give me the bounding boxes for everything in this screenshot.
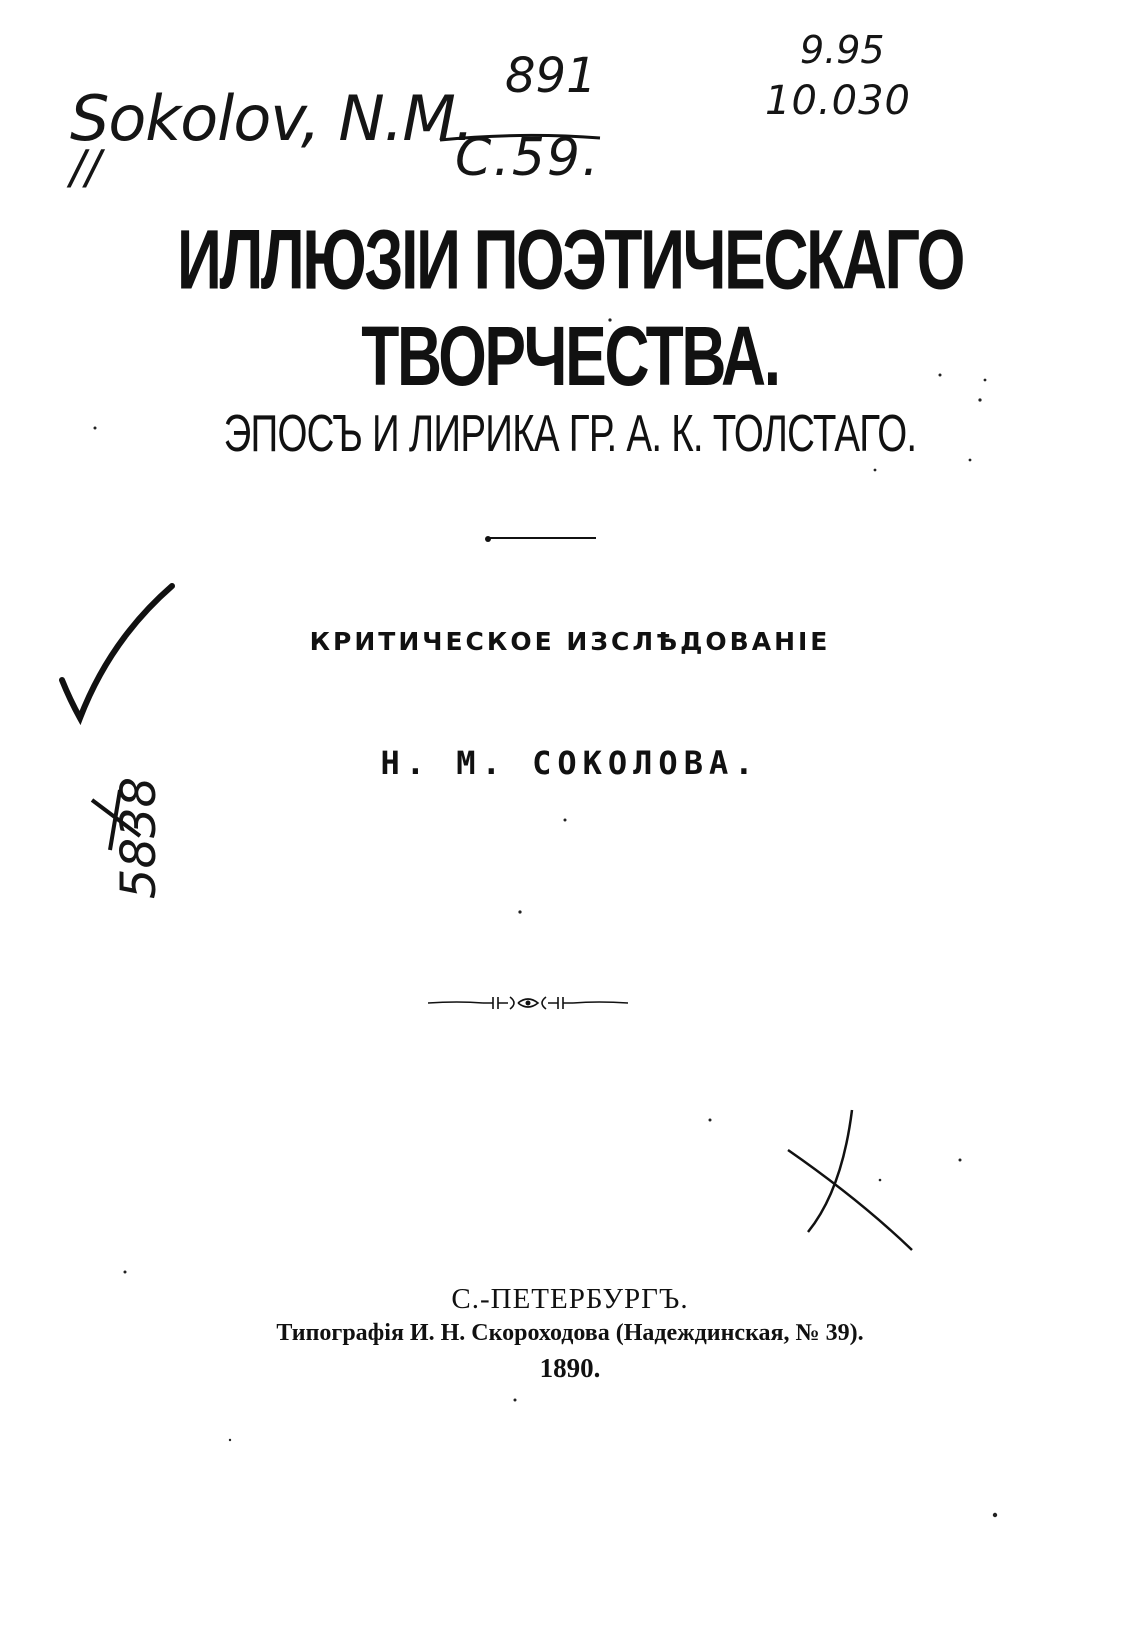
handwritten-top-right-number: 9.95 (800, 28, 885, 72)
imprint-printer: Типографія И. Н. Скороходова (Надеждинская, № 39). (276, 1320, 864, 1346)
genre-line: КРИТИЧЕСКОЕ ИЗСЛѢДОВАНІЕ (309, 627, 831, 656)
handwritten-shelf-number: 10.030 (765, 78, 911, 124)
handwritten-side-number: 5838 (111, 776, 168, 900)
divider-rule (488, 537, 596, 539)
subtitle: ЭПОСЪ И ЛИРИКА ГР. А. К. ТОЛСТАГО. (223, 405, 917, 463)
side-cross-icon (92, 790, 140, 850)
divider-dot (485, 536, 491, 542)
imprint-city: С.-ПЕТЕРБУРГЪ. (451, 1283, 689, 1315)
handwritten-number-891: 891 (505, 48, 597, 104)
handwritten-author-name: Sokolov, N.M. (70, 82, 474, 155)
ornament-divider (428, 990, 628, 1016)
underline-stroke (440, 135, 600, 140)
handwritten-call-mark: C.59. (455, 128, 601, 188)
imprint-year: 1890. (539, 1353, 601, 1383)
author-line: Н. М. СОКОЛОВА. (380, 744, 760, 782)
page-title: ИЛЛЮЗІИ ПОЭТИЧЕСКАГО ТВОРЧЕСТВА. (176, 213, 964, 404)
cross-mark-icon (788, 1110, 912, 1250)
handwritten-slashes: // (70, 140, 101, 194)
